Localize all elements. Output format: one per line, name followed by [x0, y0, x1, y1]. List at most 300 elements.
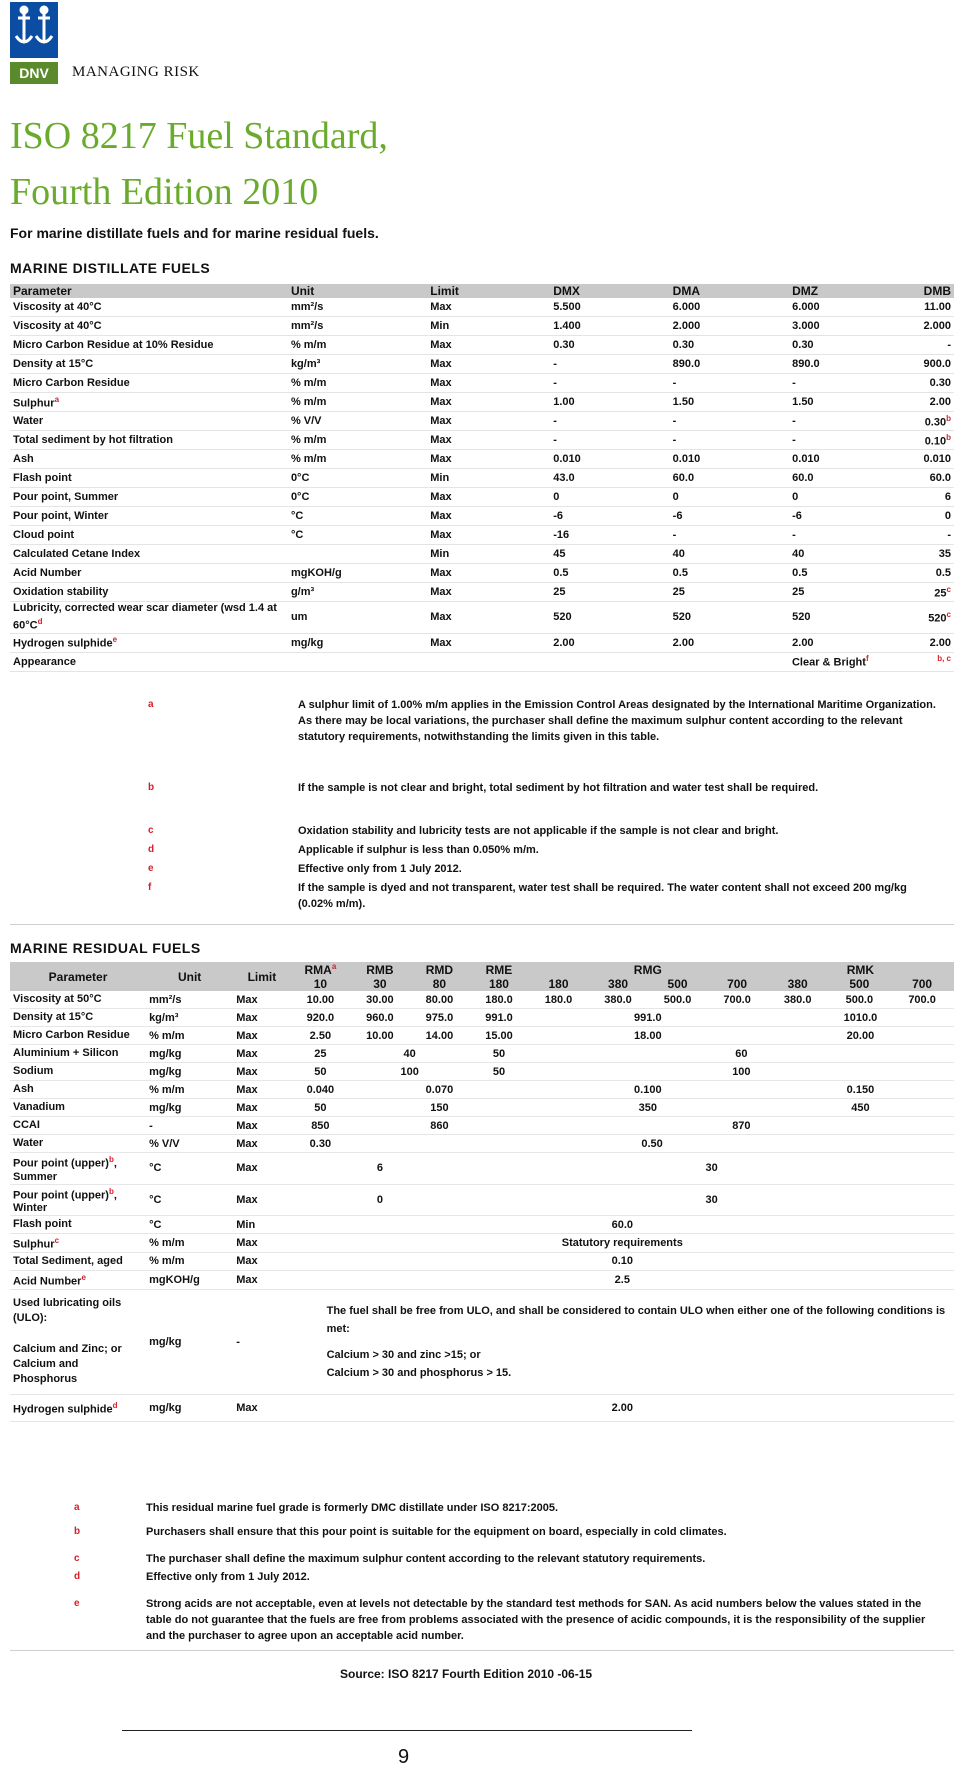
appearance-value: Clear & Bright$^f$	[550, 652, 908, 671]
value-cell: 500.0	[648, 991, 708, 1009]
footnote-marker: d	[74, 1571, 81, 1582]
table-row	[10, 1009, 954, 1027]
parameter-cell: Aluminium + Silicon	[10, 1045, 146, 1063]
grade-subheader: 380	[767, 977, 829, 991]
limit-cell: Min	[233, 1216, 290, 1234]
value-cell: 2.000	[670, 317, 789, 336]
table-row	[10, 1135, 954, 1153]
table-row	[10, 564, 954, 583]
value-cell: 14.00	[410, 1027, 470, 1045]
value-cell: 920.0	[291, 1009, 351, 1027]
value-cell: 6.000	[789, 298, 908, 317]
limit-cell: Max	[427, 336, 550, 355]
table-row	[10, 488, 954, 507]
value-cell: 350	[529, 1099, 767, 1117]
unit-cell: % m/m	[146, 1252, 233, 1270]
value-cell: 10.00	[291, 991, 351, 1009]
column-header: DMB	[909, 284, 954, 298]
value-cell: 0.30	[909, 374, 954, 393]
parameter-cell: Sulphur$^c$	[10, 1234, 146, 1253]
table-row	[10, 1234, 954, 1253]
value-cell: -6	[550, 507, 669, 526]
value-cell: 25	[291, 1045, 351, 1063]
value-cell: 500.0	[829, 991, 891, 1009]
table-row: Appearance Clear & Bright$^f$ $^{b, c}$	[10, 652, 954, 671]
value-cell: 50	[291, 1063, 351, 1081]
parameter-cell: Density at 15°C	[10, 1009, 146, 1027]
table-row	[10, 1394, 954, 1421]
distillate-section-title: MARINE DISTILLATE FUELS	[10, 260, 211, 276]
parameter-cell: Micro Carbon Residue at 10% Residue	[10, 336, 288, 355]
unit-cell: % m/m	[146, 1234, 233, 1253]
grade-header: RMD	[410, 962, 470, 977]
unit-cell: 0°C	[288, 469, 427, 488]
value-cell: 0.010	[909, 450, 954, 469]
limit-cell: Max	[233, 1081, 290, 1099]
value-cell: 30	[469, 1184, 954, 1216]
table-row	[10, 1081, 954, 1099]
footnote-marker: e	[148, 863, 154, 874]
value-cell: -	[909, 336, 954, 355]
table-row	[10, 1117, 954, 1135]
table-row	[10, 431, 954, 450]
parameter-cell: Flash point	[10, 1216, 146, 1234]
parameter-cell: Hydrogen sulphide$^e$	[10, 633, 288, 652]
value-cell: -	[909, 526, 954, 545]
limit-cell: Max	[233, 1009, 290, 1027]
parameter-cell: Ash	[10, 450, 288, 469]
value-cell: 2.50	[291, 1027, 351, 1045]
unit-cell: % V/V	[146, 1135, 233, 1153]
ship-logo-icon	[10, 2, 58, 58]
value-cell: 30	[469, 1153, 954, 1185]
grade-subheader: 10	[291, 977, 351, 991]
value-cell: -	[789, 412, 908, 431]
value-cell: 11.00	[909, 298, 954, 317]
value-cell: -	[789, 431, 908, 450]
value-cell: -6	[670, 507, 789, 526]
unit-cell: kg/m³	[288, 355, 427, 374]
unit-cell: °C	[146, 1216, 233, 1234]
value-cell: 10.00	[350, 1027, 410, 1045]
unit-cell: um	[288, 602, 427, 634]
value-cell: 0	[670, 488, 789, 507]
value-cell: -16	[550, 526, 669, 545]
unit-cell: mgKOH/g	[288, 564, 427, 583]
limit-cell: Max	[427, 602, 550, 634]
section-divider	[10, 924, 954, 925]
grade-subheader: 80	[410, 977, 470, 991]
distillate-table	[10, 284, 954, 672]
parameter-cell: Micro Carbon Residue	[10, 1027, 146, 1045]
limit-cell: Max	[233, 1184, 290, 1216]
value-cell: 0.010	[789, 450, 908, 469]
value-cell: Statutory requirements	[291, 1234, 954, 1253]
value-cell: 6.000	[670, 298, 789, 317]
unit-cell: % m/m	[146, 1027, 233, 1045]
unit-cell: °C	[288, 507, 427, 526]
unit-cell: mg/kg	[288, 633, 427, 652]
parameter-cell: Water	[10, 1135, 146, 1153]
page-subtitle: For marine distillate fuels and for marine residual fuels.	[10, 225, 379, 241]
unit-cell: 0°C	[288, 488, 427, 507]
value-cell: 520	[550, 602, 669, 634]
value-cell: 700.0	[707, 991, 767, 1009]
unit-cell: °C	[146, 1153, 233, 1185]
parameter-cell: Vanadium	[10, 1099, 146, 1117]
limit-cell: Max	[427, 412, 550, 431]
grade-subheader: 30	[350, 977, 410, 991]
value-cell: 1.50	[670, 393, 789, 412]
limit-cell: Min	[427, 545, 550, 564]
limit-cell: Max	[427, 431, 550, 450]
value-cell: 60.0	[789, 469, 908, 488]
page-number: 9	[398, 1746, 410, 1768]
column-header: Unit	[146, 962, 233, 991]
table-row	[10, 469, 954, 488]
value-cell: 50	[291, 1099, 351, 1117]
limit-cell: Max	[427, 507, 550, 526]
table-row	[10, 336, 954, 355]
footnote-marker: a	[148, 699, 154, 710]
unit-cell: mg/kg	[146, 1099, 233, 1117]
column-header: DMZ	[789, 284, 908, 298]
value-cell: 0.10$^b$	[909, 431, 954, 450]
page-title	[10, 108, 710, 220]
column-header: Limit	[233, 962, 290, 991]
value-cell: 100	[529, 1063, 954, 1081]
unit-cell: % m/m	[288, 336, 427, 355]
value-cell: 50	[469, 1045, 529, 1063]
parameter-cell: Used lubricating oils (ULO): Calcium and Zinc; or Calcium and Phosphorus	[10, 1289, 146, 1394]
limit-cell: Max	[427, 355, 550, 374]
value-cell: 100	[350, 1063, 469, 1081]
footnote-marker: e	[74, 1598, 80, 1609]
limit-cell: Max	[233, 1234, 290, 1253]
value-cell: 40	[789, 545, 908, 564]
value-cell: -	[550, 431, 669, 450]
grade-subheader: 700	[890, 977, 954, 991]
value-cell: 2.00	[789, 633, 908, 652]
value-cell: 2.000	[909, 317, 954, 336]
value-cell: -	[550, 355, 669, 374]
parameter-cell: Total Sediment, aged	[10, 1252, 146, 1270]
parameter-cell: Viscosity at 40°C	[10, 317, 288, 336]
footnote-marker: c	[74, 1553, 80, 1564]
value-cell: 0.5	[789, 564, 908, 583]
limit-cell: Max	[233, 1117, 290, 1135]
value-cell: 2.00	[291, 1394, 954, 1421]
column-header: DMX	[550, 284, 669, 298]
table-header-row	[10, 284, 954, 298]
limit-cell: Max	[427, 488, 550, 507]
limit-cell: Max	[427, 374, 550, 393]
unit-cell: mg/kg	[146, 1045, 233, 1063]
value-cell: 380.0	[588, 991, 648, 1009]
title-line-2: Fourth Edition 2010	[10, 171, 319, 213]
unit-cell: mg/kg	[146, 1063, 233, 1081]
value-cell: 18.00	[529, 1027, 767, 1045]
brand-badge: DNV	[10, 62, 58, 84]
value-cell: 700.0	[890, 991, 954, 1009]
table-row	[10, 1063, 954, 1081]
column-header: DMA	[670, 284, 789, 298]
value-cell: -	[670, 412, 789, 431]
footnote-text: This residual marine fuel grade is formerly DMC distillate under ISO 8217:2005.	[146, 1502, 559, 1514]
limit-cell: Max	[233, 1099, 290, 1117]
table-row	[10, 583, 954, 602]
grade-header: RMA$^a$	[291, 962, 351, 977]
value-cell: 0.5	[909, 564, 954, 583]
parameter-cell: Acid Number$^e$	[10, 1270, 146, 1289]
value-cell: 25$^c$	[909, 583, 954, 602]
unit-cell: mg/kg	[146, 1394, 233, 1421]
value-cell: -	[550, 374, 669, 393]
value-cell: 20.00	[767, 1027, 954, 1045]
parameter-cell: Sodium	[10, 1063, 146, 1081]
parameter-cell: Appearance	[10, 652, 288, 671]
value-cell: 0.30	[550, 336, 669, 355]
value-cell: 860	[350, 1117, 529, 1135]
parameter-cell: Acid Number	[10, 564, 288, 583]
unit-cell	[288, 545, 427, 564]
parameter-cell: Lubricity, corrected wear scar diameter (wsd 1.4 at $60^\circ C^d$	[10, 602, 288, 634]
parameter-cell: Oxidation stability	[10, 583, 288, 602]
footnote-text: Effective only from 1 July 2012.	[298, 863, 462, 875]
value-cell: 0.010	[670, 450, 789, 469]
value-cell: 0	[789, 488, 908, 507]
value-cell: 991.0	[469, 1009, 529, 1027]
grade-subheader: 380	[588, 977, 648, 991]
limit-cell: Max	[233, 1153, 290, 1185]
value-cell: 1010.0	[767, 1009, 954, 1027]
table-row	[10, 1252, 954, 1270]
parameter-cell: Total sediment by hot filtration	[10, 431, 288, 450]
footnote-text: The purchaser shall define the maximum sulphur content according to the relevant statutory requirements.	[146, 1553, 706, 1565]
value-cell: 0	[550, 488, 669, 507]
limit-cell: Max	[233, 1045, 290, 1063]
value-cell: 0.30	[291, 1135, 351, 1153]
unit-cell: -	[146, 1117, 233, 1135]
value-cell: 975.0	[410, 1009, 470, 1027]
limit-cell: Max	[427, 450, 550, 469]
value-cell: 520	[789, 602, 908, 634]
value-cell: -6	[789, 507, 908, 526]
table-row	[10, 991, 954, 1009]
limit-cell: Min	[427, 317, 550, 336]
value-cell: 25	[550, 583, 669, 602]
value-cell: 43.0	[550, 469, 669, 488]
limit-cell: -	[233, 1289, 290, 1394]
footnote-marker: b	[74, 1526, 81, 1537]
footnote-marker: c	[148, 825, 154, 836]
value-cell: 0.10	[291, 1252, 954, 1270]
footnote-marker: f	[148, 882, 152, 893]
footnote-marker: a	[74, 1502, 80, 1513]
footnote-text: If the sample is not clear and bright, total sediment by hot filtration and water test shall be required.	[298, 782, 819, 794]
value-cell: 0.040	[291, 1081, 351, 1099]
residual-table	[10, 962, 954, 1422]
parameter-cell: Density at 15°C	[10, 355, 288, 374]
footnote-text: Purchasers shall ensure that this pour point is suitable for the equipment on board, especially in cold climates.	[146, 1526, 727, 1538]
grade-header: RMG	[529, 962, 767, 977]
value-cell: 0.070	[350, 1081, 529, 1099]
parameter-cell: Pour point, Winter	[10, 507, 288, 526]
parameter-cell: Viscosity at 50°C	[10, 991, 146, 1009]
grade-subheader: 180	[529, 977, 589, 991]
value-cell: 50	[469, 1063, 529, 1081]
unit-cell: g/m³	[288, 583, 427, 602]
limit-cell: Max	[427, 633, 550, 652]
footnote-text: Applicable if sulphur is less than 0.050% m/m.	[298, 844, 539, 856]
table-row	[10, 1289, 954, 1394]
value-cell: 180.0	[529, 991, 589, 1009]
table-row	[10, 317, 954, 336]
unit-cell: % m/m	[288, 393, 427, 412]
table-row	[10, 450, 954, 469]
limit-cell: Max	[233, 1027, 290, 1045]
value-cell: 80.00	[410, 991, 470, 1009]
grade-header: RMB	[350, 962, 410, 977]
section-divider	[10, 1650, 954, 1651]
table-row	[10, 393, 954, 412]
value-cell: 450	[767, 1099, 954, 1117]
value-cell: 890.0	[670, 355, 789, 374]
parameter-cell: Pour point (upper)$^b$, Summer	[10, 1153, 146, 1185]
limit-cell: Max	[233, 991, 290, 1009]
column-header: Unit	[288, 284, 427, 298]
value-cell: 2.00	[909, 633, 954, 652]
value-cell: 870	[529, 1117, 954, 1135]
value-cell: 25	[670, 583, 789, 602]
column-header: Parameter	[10, 962, 146, 991]
limit-cell: Max	[427, 583, 550, 602]
value-cell: 40	[670, 545, 789, 564]
limit-cell: Max	[233, 1063, 290, 1081]
value-cell: 520$^c$	[909, 602, 954, 634]
footnote-text: A sulphur limit of 1.00% m/m applies in the Emission Control Areas designated by the International Maritime Organization. As there may be local variations, the purchaser shall define the maximum sulphur content according to the relevant statutory requirements, notwithstanding the limits given in this table.	[298, 699, 936, 743]
footnote-text: Effective only from 1 July 2012.	[146, 1571, 310, 1583]
table-row	[10, 1045, 954, 1063]
value-cell: 0.5	[670, 564, 789, 583]
unit-cell: % m/m	[146, 1081, 233, 1099]
table-row	[10, 1153, 954, 1185]
limit-cell: Max	[233, 1135, 290, 1153]
footnote-marker: b	[148, 782, 155, 793]
grade-subheader: 500	[829, 977, 891, 991]
value-cell: 0.100	[529, 1081, 767, 1099]
table-row	[10, 1027, 954, 1045]
parameter-cell: Micro Carbon Residue	[10, 374, 288, 393]
table-row	[10, 374, 954, 393]
parameter-cell: Ash	[10, 1081, 146, 1099]
value-cell: 40	[350, 1045, 469, 1063]
unit-cell: mm²/s	[146, 991, 233, 1009]
footnote-text: If the sample is dyed and not transparent, water test shall be required. The water content shall not exceed 200 mg/kg (0.02% m/m).	[298, 882, 907, 910]
table-row	[10, 633, 954, 652]
table-row	[10, 526, 954, 545]
value-cell: 890.0	[789, 355, 908, 374]
value-cell: 6	[291, 1153, 470, 1185]
parameter-cell: CCAI	[10, 1117, 146, 1135]
grade-subheader: 180	[469, 977, 529, 991]
ulo-condition-text: The fuel shall be free from ULO, and shall be considered to contain ULO when either one of the following conditions is met: Calcium > 30 and zinc >15; or Calcium > 30 and phosphorus > 15.	[291, 1289, 954, 1394]
value-cell: -	[670, 374, 789, 393]
unit-cell: °C	[146, 1184, 233, 1216]
table-row	[10, 1216, 954, 1234]
value-cell: 1.00	[550, 393, 669, 412]
value-cell: 850	[291, 1117, 351, 1135]
parameter-cell: Calculated Cetane Index	[10, 545, 288, 564]
value-cell: 0.5	[550, 564, 669, 583]
value-cell: 6	[909, 488, 954, 507]
unit-cell: °C	[288, 526, 427, 545]
unit-cell: % m/m	[288, 450, 427, 469]
value-cell: 2.00	[909, 393, 954, 412]
unit-cell: mm²/s	[288, 317, 427, 336]
value-cell: 35	[909, 545, 954, 564]
value-cell: -	[789, 526, 908, 545]
value-cell: 60	[529, 1045, 954, 1063]
footnote-text: Oxidation stability and lubricity tests are not applicable if the sample is not clear and bright.	[298, 825, 779, 837]
value-cell: 2.00	[550, 633, 669, 652]
value-cell: 5.500	[550, 298, 669, 317]
limit-cell: Min	[427, 469, 550, 488]
parameter-cell: Pour point (upper)$^b$, Winter	[10, 1184, 146, 1216]
parameter-cell: Cloud point	[10, 526, 288, 545]
table-row	[10, 545, 954, 564]
limit-cell: Max	[233, 1252, 290, 1270]
value-cell: 900.0	[909, 355, 954, 374]
value-cell: 0.30$^b$	[909, 412, 954, 431]
parameter-cell: Viscosity at 40°C	[10, 298, 288, 317]
limit-cell: Max	[427, 564, 550, 583]
value-cell: 0.150	[767, 1081, 954, 1099]
unit-cell: mg/kg	[146, 1289, 233, 1394]
table-row	[10, 355, 954, 374]
parameter-cell: Sulphur$^a$	[10, 393, 288, 412]
grade-subheader: 700	[707, 977, 767, 991]
limit-cell: Max	[427, 393, 550, 412]
value-cell: 1.400	[550, 317, 669, 336]
value-cell: 380.0	[767, 991, 829, 1009]
value-cell: 0	[909, 507, 954, 526]
table-row	[10, 602, 954, 634]
column-header: Parameter	[10, 284, 288, 298]
unit-cell: % m/m	[288, 374, 427, 393]
value-cell: 60.0	[670, 469, 789, 488]
table-row	[10, 1270, 954, 1289]
value-cell: -	[550, 412, 669, 431]
unit-cell: mm²/s	[288, 298, 427, 317]
table-row	[10, 1184, 954, 1216]
limit-cell: Max	[233, 1270, 290, 1289]
unit-cell: % V/V	[288, 412, 427, 431]
title-line-1: ISO 8217 Fuel Standard,	[10, 115, 388, 157]
unit-cell: kg/m³	[146, 1009, 233, 1027]
value-cell: 520	[670, 602, 789, 634]
grade-header: RMK	[767, 962, 954, 977]
table-row	[10, 298, 954, 317]
value-cell: 0.30	[789, 336, 908, 355]
value-cell: 25	[789, 583, 908, 602]
brand-tagline: MANAGING RISK	[72, 64, 200, 80]
value-cell: 30.00	[350, 991, 410, 1009]
value-cell: 180.0	[469, 991, 529, 1009]
value-cell: -	[670, 526, 789, 545]
value-cell: 0.50	[350, 1135, 954, 1153]
value-cell: 150	[350, 1099, 529, 1117]
